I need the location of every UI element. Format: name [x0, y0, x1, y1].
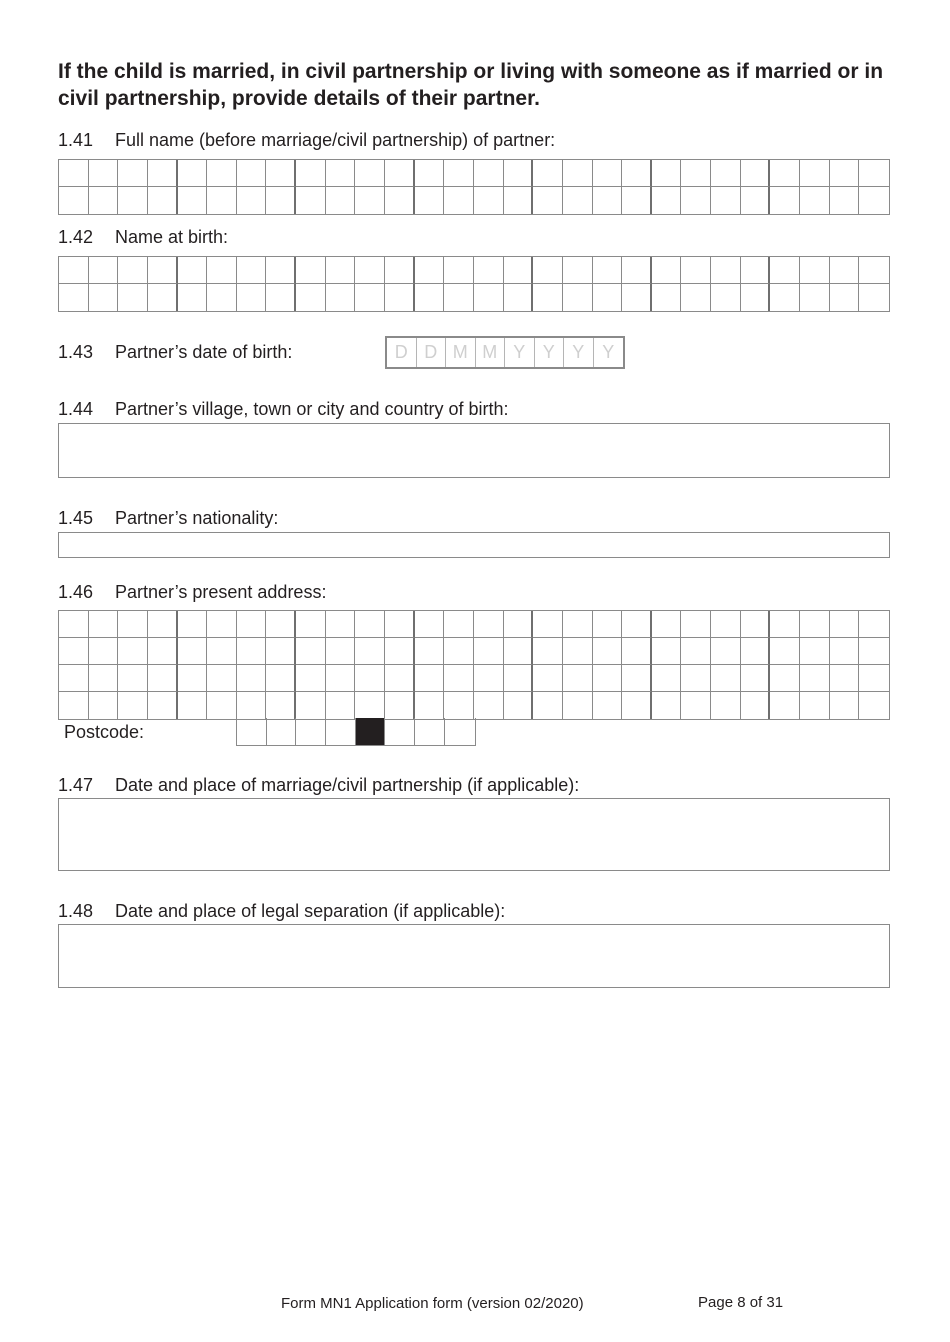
postcode-cell[interactable]	[237, 718, 267, 745]
character-box[interactable]	[178, 638, 208, 665]
character-box[interactable]	[385, 257, 415, 284]
character-box[interactable]	[474, 284, 504, 311]
address-grid[interactable]	[58, 610, 890, 720]
character-box[interactable]	[326, 187, 356, 214]
character-box[interactable]	[444, 284, 474, 311]
character-box[interactable]	[266, 284, 296, 311]
postcode-cell[interactable]	[296, 718, 326, 745]
character-box[interactable]	[593, 284, 623, 311]
character-box[interactable]	[148, 257, 178, 284]
character-box[interactable]	[504, 665, 534, 692]
character-box[interactable]	[207, 257, 237, 284]
character-box[interactable]	[681, 187, 711, 214]
character-box[interactable]	[444, 692, 474, 719]
footer-page-number: Page 8 of 31	[698, 1294, 784, 1311]
character-box[interactable]	[770, 160, 800, 187]
character-box[interactable]	[593, 665, 623, 692]
footer-form-name: Form MN1 Application form (version 02/2020)	[281, 1295, 584, 1312]
character-box[interactable]	[415, 257, 445, 284]
character-box[interactable]	[711, 160, 741, 187]
character-box[interactable]	[563, 665, 593, 692]
dob-year-cell[interactable]: Y	[602, 342, 615, 362]
character-box[interactable]	[148, 692, 178, 719]
question-1-46	[58, 581, 326, 603]
character-box[interactable]	[800, 284, 830, 311]
character-box[interactable]	[830, 284, 860, 311]
character-box[interactable]	[474, 257, 504, 284]
character-box[interactable]	[504, 187, 534, 214]
character-box[interactable]	[89, 611, 119, 638]
question-1-45	[58, 507, 278, 529]
character-box[interactable]	[622, 611, 652, 638]
character-box[interactable]	[148, 665, 178, 692]
character-box[interactable]	[711, 284, 741, 311]
character-box[interactable]	[563, 257, 593, 284]
dob-year-cell[interactable]: Y	[535, 338, 565, 367]
character-box[interactable]	[59, 611, 89, 638]
question-number: 1.46	[58, 582, 94, 602]
character-box[interactable]	[652, 284, 682, 311]
postcode-cell[interactable]	[326, 718, 356, 745]
character-box[interactable]	[148, 160, 178, 187]
question-1-41	[58, 129, 555, 151]
character-box[interactable]	[681, 638, 711, 665]
character-box[interactable]	[118, 284, 148, 311]
character-box[interactable]	[622, 160, 652, 187]
character-box[interactable]	[533, 257, 563, 284]
character-box[interactable]	[859, 638, 889, 665]
character-box[interactable]	[830, 665, 860, 692]
character-box[interactable]	[770, 187, 800, 214]
character-box[interactable]	[296, 160, 326, 187]
character-box[interactable]	[711, 187, 741, 214]
character-box[interactable]	[326, 284, 356, 311]
character-box[interactable]	[237, 160, 267, 187]
character-box[interactable]	[178, 611, 208, 638]
character-box[interactable]	[830, 638, 860, 665]
question-label: Name at birth:	[115, 227, 229, 247]
character-box[interactable]	[741, 160, 771, 187]
character-box[interactable]	[415, 160, 445, 187]
character-box[interactable]	[652, 160, 682, 187]
character-box[interactable]	[385, 160, 415, 187]
character-box[interactable]	[652, 257, 682, 284]
character-box[interactable]	[622, 284, 652, 311]
character-box[interactable]	[859, 284, 889, 311]
character-box[interactable]	[266, 692, 296, 719]
question-label: Full name (before marriage/civil partnership) of partner:	[115, 130, 556, 150]
character-box[interactable]	[800, 187, 830, 214]
character-box[interactable]	[89, 692, 119, 719]
character-box[interactable]	[178, 284, 208, 311]
character-box[interactable]	[474, 665, 504, 692]
character-box[interactable]	[800, 160, 830, 187]
character-box[interactable]	[504, 160, 534, 187]
character-box[interactable]	[504, 692, 534, 719]
character-box[interactable]	[444, 665, 474, 692]
character-box[interactable]	[355, 611, 385, 638]
character-box[interactable]	[622, 692, 652, 719]
character-box[interactable]	[593, 638, 623, 665]
character-box[interactable]	[207, 638, 237, 665]
character-box[interactable]	[207, 187, 237, 214]
character-box[interactable]	[118, 611, 148, 638]
character-box[interactable]	[504, 284, 534, 311]
character-box[interactable]	[296, 187, 326, 214]
character-box[interactable]	[830, 257, 860, 284]
dob-year-cell[interactable]: Y	[564, 338, 594, 367]
character-box[interactable]	[800, 611, 830, 638]
character-box[interactable]	[385, 692, 415, 719]
character-box[interactable]	[563, 160, 593, 187]
date-of-birth-field[interactable]	[385, 336, 625, 369]
character-box[interactable]	[652, 665, 682, 692]
character-box[interactable]	[415, 611, 445, 638]
character-box[interactable]	[741, 638, 771, 665]
character-box[interactable]	[59, 665, 89, 692]
character-box[interactable]	[296, 611, 326, 638]
character-box[interactable]	[89, 187, 119, 214]
marriage-date-place-field[interactable]	[58, 798, 890, 871]
character-box[interactable]	[474, 638, 504, 665]
character-box[interactable]	[296, 257, 326, 284]
character-box[interactable]	[355, 187, 385, 214]
character-box[interactable]	[533, 638, 563, 665]
postcode-cell[interactable]	[385, 718, 415, 745]
character-box[interactable]	[622, 187, 652, 214]
character-box[interactable]	[355, 638, 385, 665]
character-box[interactable]	[385, 187, 415, 214]
question-label: Partner’s present address:	[115, 582, 327, 602]
character-box[interactable]	[563, 611, 593, 638]
character-box[interactable]	[474, 187, 504, 214]
character-box[interactable]	[355, 160, 385, 187]
character-box[interactable]	[178, 187, 208, 214]
character-box[interactable]	[859, 160, 889, 187]
character-box[interactable]	[355, 284, 385, 311]
character-box[interactable]	[770, 638, 800, 665]
question-number: 1.48	[58, 901, 94, 921]
character-box[interactable]	[741, 692, 771, 719]
character-box[interactable]	[711, 692, 741, 719]
character-box[interactable]	[652, 638, 682, 665]
character-box[interactable]	[59, 257, 89, 284]
section-heading: If the child is married, in civil partnership or living with someone as if married or in civil partnership, provide details of their partner.	[58, 60, 884, 110]
postcode-cell[interactable]	[267, 718, 297, 745]
character-box[interactable]	[207, 692, 237, 719]
character-box[interactable]	[504, 257, 534, 284]
question-1-48	[58, 900, 505, 922]
character-box[interactable]	[89, 257, 119, 284]
character-box[interactable]	[652, 692, 682, 719]
character-box[interactable]	[415, 284, 445, 311]
character-box[interactable]	[237, 257, 267, 284]
character-box[interactable]	[237, 284, 267, 311]
character-box[interactable]	[444, 187, 474, 214]
character-box[interactable]	[266, 160, 296, 187]
character-box[interactable]	[859, 692, 889, 719]
character-box[interactable]	[504, 611, 534, 638]
character-box[interactable]	[296, 692, 326, 719]
character-box[interactable]	[681, 284, 711, 311]
character-box[interactable]	[681, 257, 711, 284]
character-box[interactable]	[593, 160, 623, 187]
dob-day-cell[interactable]: D	[417, 338, 447, 367]
character-box[interactable]	[711, 257, 741, 284]
character-box[interactable]	[355, 257, 385, 284]
character-box[interactable]	[533, 160, 563, 187]
character-box[interactable]	[741, 187, 771, 214]
character-box[interactable]	[474, 611, 504, 638]
character-box[interactable]	[652, 187, 682, 214]
character-box[interactable]	[237, 611, 267, 638]
character-box[interactable]	[830, 692, 860, 719]
character-box[interactable]	[563, 692, 593, 719]
character-box[interactable]	[593, 257, 623, 284]
character-box[interactable]	[563, 638, 593, 665]
character-box[interactable]	[326, 160, 356, 187]
character-box[interactable]	[326, 692, 356, 719]
character-box[interactable]	[355, 692, 385, 719]
character-box[interactable]	[593, 611, 623, 638]
character-box[interactable]	[385, 665, 415, 692]
character-box[interactable]	[118, 187, 148, 214]
question-label: Partner’s nationality:	[115, 508, 279, 528]
question-number: 1.47	[58, 775, 94, 795]
character-box[interactable]	[711, 665, 741, 692]
character-box[interactable]	[830, 160, 860, 187]
character-box[interactable]	[207, 160, 237, 187]
character-box[interactable]	[444, 638, 474, 665]
character-box[interactable]	[681, 611, 711, 638]
postcode-cell[interactable]	[445, 718, 475, 745]
character-box[interactable]	[118, 665, 148, 692]
separation-date-place-field[interactable]	[58, 924, 890, 988]
postcode-cell[interactable]	[415, 718, 445, 745]
question-label: Partner’s date of birth:	[115, 342, 293, 362]
character-box[interactable]	[148, 611, 178, 638]
character-box[interactable]	[148, 187, 178, 214]
character-box[interactable]	[415, 692, 445, 719]
character-box[interactable]	[266, 611, 296, 638]
character-box[interactable]	[741, 284, 771, 311]
character-box[interactable]	[296, 665, 326, 692]
question-label: Partner’s village, town or city and country of birth:	[115, 399, 509, 419]
character-box[interactable]	[178, 692, 208, 719]
character-box[interactable]	[859, 187, 889, 214]
character-box[interactable]	[533, 665, 563, 692]
character-box[interactable]	[770, 257, 800, 284]
character-box[interactable]	[622, 638, 652, 665]
character-box[interactable]	[178, 257, 208, 284]
character-box[interactable]	[118, 638, 148, 665]
question-number: 1.41	[58, 130, 94, 150]
question-1-43	[58, 341, 292, 363]
question-number: 1.43	[58, 342, 94, 362]
character-box[interactable]	[266, 187, 296, 214]
character-box[interactable]	[770, 665, 800, 692]
character-box[interactable]	[59, 160, 89, 187]
character-box[interactable]	[89, 638, 119, 665]
character-box[interactable]	[207, 284, 237, 311]
character-box[interactable]	[444, 257, 474, 284]
character-box[interactable]	[741, 665, 771, 692]
character-box[interactable]	[681, 665, 711, 692]
character-box[interactable]	[355, 665, 385, 692]
character-box[interactable]	[59, 638, 89, 665]
character-box[interactable]	[770, 611, 800, 638]
character-box[interactable]	[800, 638, 830, 665]
character-box[interactable]	[59, 187, 89, 214]
character-box[interactable]	[237, 692, 267, 719]
character-box[interactable]	[859, 257, 889, 284]
character-box[interactable]	[533, 692, 563, 719]
question-1-42	[58, 226, 228, 248]
character-box[interactable]	[444, 160, 474, 187]
character-box[interactable]	[89, 284, 119, 311]
question-label: Date and place of legal separation (if applicable):	[115, 901, 506, 921]
dob-year-cell[interactable]: Y	[505, 338, 535, 367]
character-box[interactable]	[800, 692, 830, 719]
character-box[interactable]	[593, 187, 623, 214]
character-box[interactable]	[89, 665, 119, 692]
character-box[interactable]	[266, 638, 296, 665]
character-box[interactable]	[326, 665, 356, 692]
character-box[interactable]	[296, 638, 326, 665]
character-box[interactable]	[711, 638, 741, 665]
character-box[interactable]	[415, 187, 445, 214]
character-box[interactable]	[711, 611, 741, 638]
character-box[interactable]	[59, 284, 89, 311]
character-box[interactable]	[266, 257, 296, 284]
question-label: Date and place of marriage/civil partnership (if applicable):	[115, 775, 580, 795]
character-box[interactable]	[622, 665, 652, 692]
question-number: 1.45	[58, 508, 94, 528]
dob-day-cell[interactable]: D	[387, 338, 417, 367]
character-box[interactable]	[148, 284, 178, 311]
full-name-grid[interactable]	[58, 159, 890, 215]
character-box[interactable]	[266, 665, 296, 692]
character-box[interactable]	[563, 187, 593, 214]
character-box[interactable]	[681, 160, 711, 187]
character-box[interactable]	[830, 187, 860, 214]
place-of-birth-field[interactable]	[58, 423, 890, 478]
character-box[interactable]	[444, 611, 474, 638]
character-box[interactable]	[296, 284, 326, 311]
question-number: 1.44	[58, 399, 94, 419]
name-at-birth-grid[interactable]	[58, 256, 890, 312]
character-box[interactable]	[770, 692, 800, 719]
character-box[interactable]	[533, 611, 563, 638]
character-box[interactable]	[533, 187, 563, 214]
character-box[interactable]	[563, 284, 593, 311]
character-box[interactable]	[859, 665, 889, 692]
character-box[interactable]	[681, 692, 711, 719]
character-box[interactable]	[237, 638, 267, 665]
character-box[interactable]	[622, 257, 652, 284]
character-box[interactable]	[385, 611, 415, 638]
character-box[interactable]	[504, 638, 534, 665]
character-box[interactable]	[118, 692, 148, 719]
character-box[interactable]	[178, 665, 208, 692]
character-box[interactable]	[474, 160, 504, 187]
character-box[interactable]	[237, 665, 267, 692]
postcode-space-block	[356, 718, 386, 745]
dob-month-cell[interactable]: M	[476, 338, 506, 367]
postcode-field[interactable]	[236, 718, 476, 746]
character-box[interactable]	[533, 284, 563, 311]
character-box[interactable]	[830, 611, 860, 638]
character-box[interactable]	[800, 257, 830, 284]
character-box[interactable]	[178, 160, 208, 187]
character-box[interactable]	[207, 665, 237, 692]
character-box[interactable]	[800, 665, 830, 692]
character-box[interactable]	[326, 638, 356, 665]
character-box[interactable]	[415, 638, 445, 665]
question-1-44	[58, 398, 509, 420]
dob-month-cell[interactable]: M	[446, 338, 476, 367]
character-box[interactable]	[593, 692, 623, 719]
character-box[interactable]	[118, 257, 148, 284]
character-box[interactable]	[385, 284, 415, 311]
nationality-field[interactable]	[58, 532, 890, 558]
character-box[interactable]	[326, 611, 356, 638]
character-box[interactable]	[652, 611, 682, 638]
character-box[interactable]	[385, 638, 415, 665]
question-number: 1.42	[58, 227, 94, 247]
question-1-47	[58, 774, 579, 796]
character-box[interactable]	[89, 160, 119, 187]
character-box[interactable]	[148, 638, 178, 665]
character-box[interactable]	[415, 665, 445, 692]
character-box[interactable]	[326, 257, 356, 284]
character-box[interactable]	[741, 257, 771, 284]
character-box[interactable]	[859, 611, 889, 638]
character-box[interactable]	[59, 692, 89, 719]
postcode-label: Postcode:	[64, 722, 145, 742]
character-box[interactable]	[237, 187, 267, 214]
character-box[interactable]	[118, 160, 148, 187]
character-box[interactable]	[207, 611, 237, 638]
character-box[interactable]	[770, 284, 800, 311]
character-box[interactable]	[474, 692, 504, 719]
character-box[interactable]	[741, 611, 771, 638]
